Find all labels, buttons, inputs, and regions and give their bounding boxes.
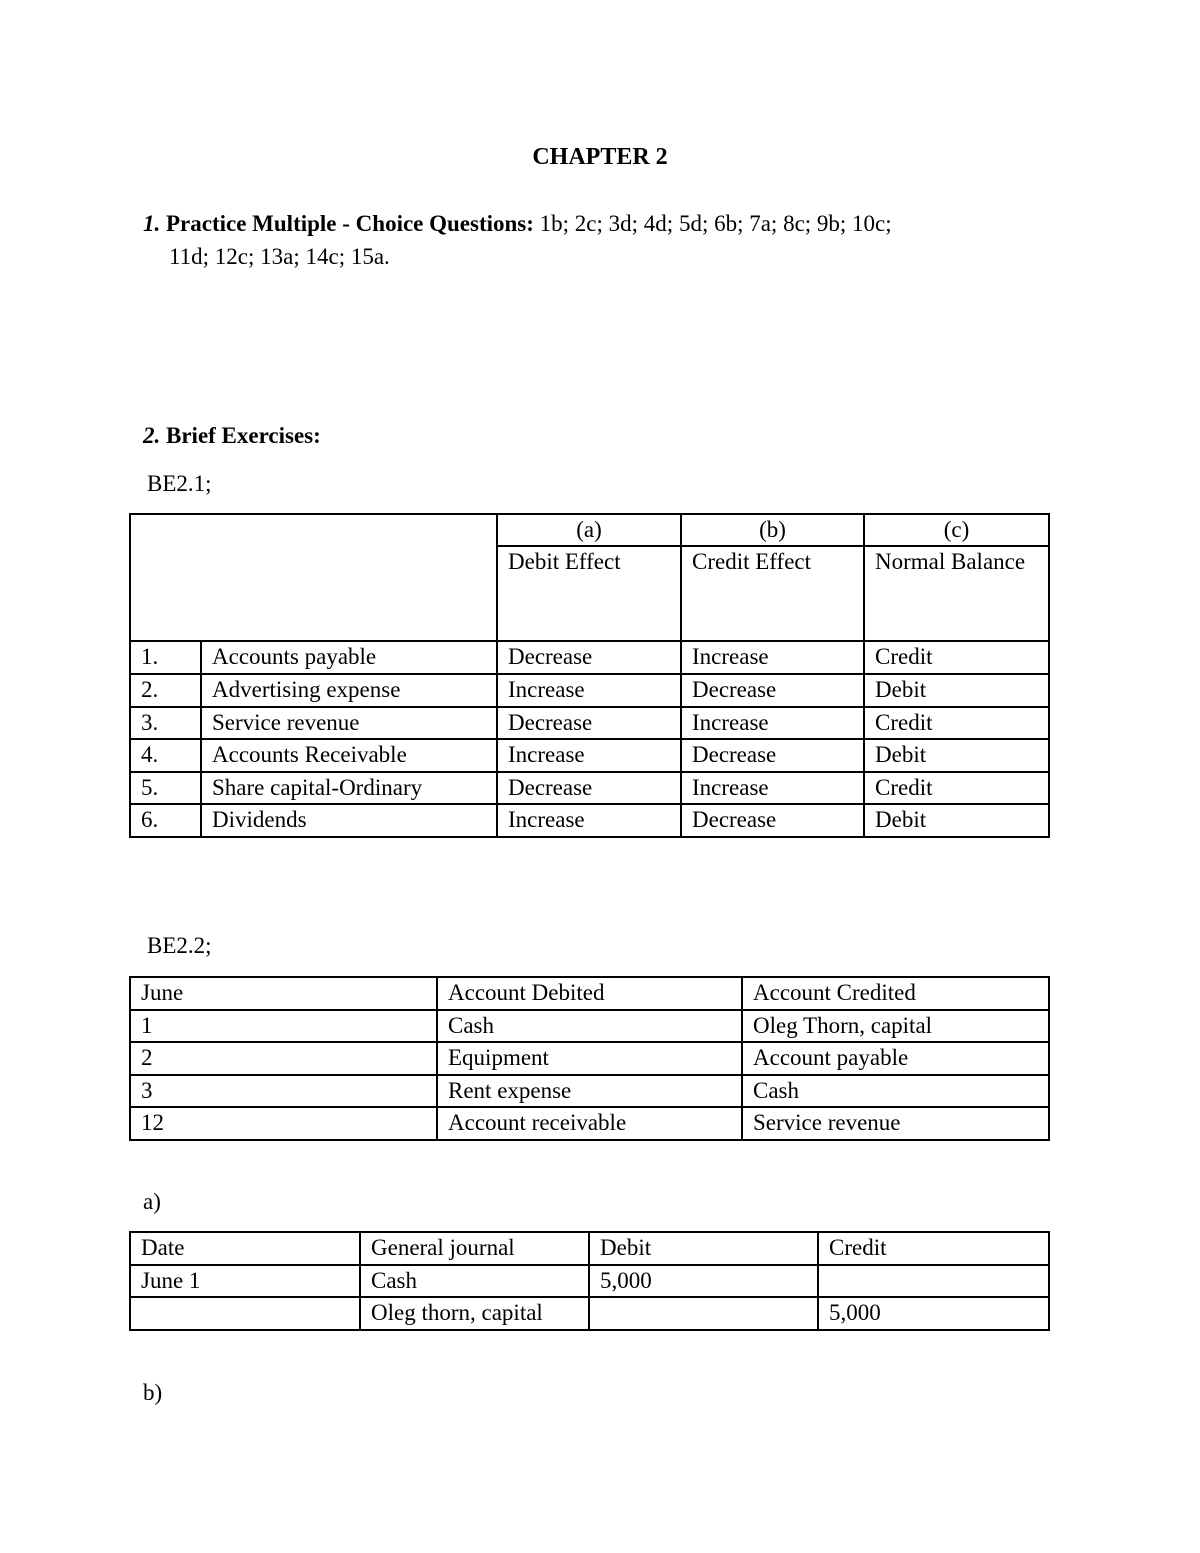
date-cell: June 1 [130, 1265, 360, 1297]
date-cell: 1 [130, 1010, 437, 1042]
col-header-june: June [130, 977, 437, 1010]
credit-effect: Decrease [681, 674, 864, 707]
normal-balance: Credit [864, 707, 1049, 739]
account-credited: Cash [742, 1075, 1049, 1107]
account-name: Accounts Receivable [201, 739, 497, 772]
account-credited: Oleg Thorn, capital [742, 1010, 1049, 1042]
journal-account: Oleg thorn, capital [360, 1297, 589, 1330]
table-row [130, 1075, 1049, 1107]
table-row [130, 641, 1049, 674]
section-multiple-choice [143, 207, 1053, 273]
credit-effect: Decrease [681, 739, 864, 772]
date-cell: 12 [130, 1107, 437, 1140]
debit-effect: Increase [497, 674, 681, 707]
section-number: 2. [143, 423, 161, 448]
normal-balance: Credit [864, 641, 1049, 674]
section-brief-exercises [143, 423, 321, 449]
debit-effect: Decrease [497, 772, 681, 804]
row-number: 5. [130, 772, 201, 804]
normal-balance: Debit [864, 739, 1049, 772]
table-row [130, 674, 1049, 707]
journal-account: Cash [360, 1265, 589, 1297]
table-row [130, 772, 1049, 804]
account-name: Advertising expense [201, 674, 497, 707]
date-cell: 3 [130, 1075, 437, 1107]
journal-table [129, 1231, 1050, 1331]
row-number: 2. [130, 674, 201, 707]
col-header-account-debited: Account Debited [437, 977, 742, 1010]
header-row [130, 977, 1049, 1010]
account-name: Share capital-Ordinary [201, 772, 497, 804]
table-row [130, 707, 1049, 739]
debit-amount [589, 1297, 818, 1330]
page-title: CHAPTER 2 [532, 144, 668, 170]
account-credited: Account payable [742, 1042, 1049, 1075]
section-number: 1. [143, 211, 161, 236]
col-letter-b: (b) [681, 514, 864, 546]
table-row [130, 1042, 1049, 1075]
credit-effect: Increase [681, 641, 864, 674]
table-row [130, 804, 1049, 837]
account-debited: Equipment [437, 1042, 742, 1075]
account-debited: Account receivable [437, 1107, 742, 1140]
col-title-debit-effect: Debit Effect [497, 546, 681, 641]
col-title-normal-balance: Normal Balance [864, 546, 1049, 641]
row-number: 1. [130, 641, 201, 674]
blank-header-cell [130, 514, 497, 641]
date-cell [130, 1297, 360, 1330]
debit-effect: Decrease [497, 641, 681, 674]
account-credited: Service revenue [742, 1107, 1049, 1140]
table-row [130, 1010, 1049, 1042]
section-heading: Brief Exercises: [166, 423, 321, 448]
account-name: Service revenue [201, 707, 497, 739]
account-debited: Rent expense [437, 1075, 742, 1107]
credit-effect: Decrease [681, 804, 864, 837]
col-header-debit: Debit [589, 1232, 818, 1265]
col-header-account-credited: Account Credited [742, 977, 1049, 1010]
be22-label: BE2.2; [147, 933, 212, 958]
be21-label: BE2.1; [147, 471, 212, 496]
account-name: Dividends [201, 804, 497, 837]
col-letter-a: (a) [497, 514, 681, 546]
debit-effect: Decrease [497, 707, 681, 739]
credit-amount [818, 1265, 1049, 1297]
col-header-general-journal: General journal [360, 1232, 589, 1265]
section-heading: Practice Multiple - Choice Questions: [166, 211, 534, 236]
account-debited: Cash [437, 1010, 742, 1042]
row-number: 6. [130, 804, 201, 837]
credit-amount: 5,000 [818, 1297, 1049, 1330]
table-row [130, 1265, 1049, 1297]
header-row [130, 1232, 1049, 1265]
col-header-date: Date [130, 1232, 360, 1265]
col-header-credit: Credit [818, 1232, 1049, 1265]
be21-table [129, 513, 1050, 838]
debit-effect: Increase [497, 739, 681, 772]
normal-balance: Debit [864, 674, 1049, 707]
answers-line-1: 1b; 2c; 3d; 4d; 5d; 6b; 7a; 8c; 9b; 10c; [533, 211, 892, 236]
row-number: 3. [130, 707, 201, 739]
answers-line-2: 11d; 12c; 13a; 14c; 15a. [169, 244, 390, 269]
account-name: Accounts payable [201, 641, 497, 674]
table-row [130, 739, 1049, 772]
table-row [130, 1107, 1049, 1140]
col-letter-c: (c) [864, 514, 1049, 546]
row-number: 4. [130, 739, 201, 772]
debit-amount: 5,000 [589, 1265, 818, 1297]
table-row [130, 1297, 1049, 1330]
part-b-label: b) [143, 1380, 163, 1405]
credit-effect: Increase [681, 707, 864, 739]
normal-balance: Credit [864, 772, 1049, 804]
part-a-label: a) [143, 1189, 161, 1214]
be22-table [129, 976, 1050, 1141]
credit-effect: Increase [681, 772, 864, 804]
col-title-credit-effect: Credit Effect [681, 546, 864, 641]
date-cell: 2 [130, 1042, 437, 1075]
debit-effect: Increase [497, 804, 681, 837]
normal-balance: Debit [864, 804, 1049, 837]
